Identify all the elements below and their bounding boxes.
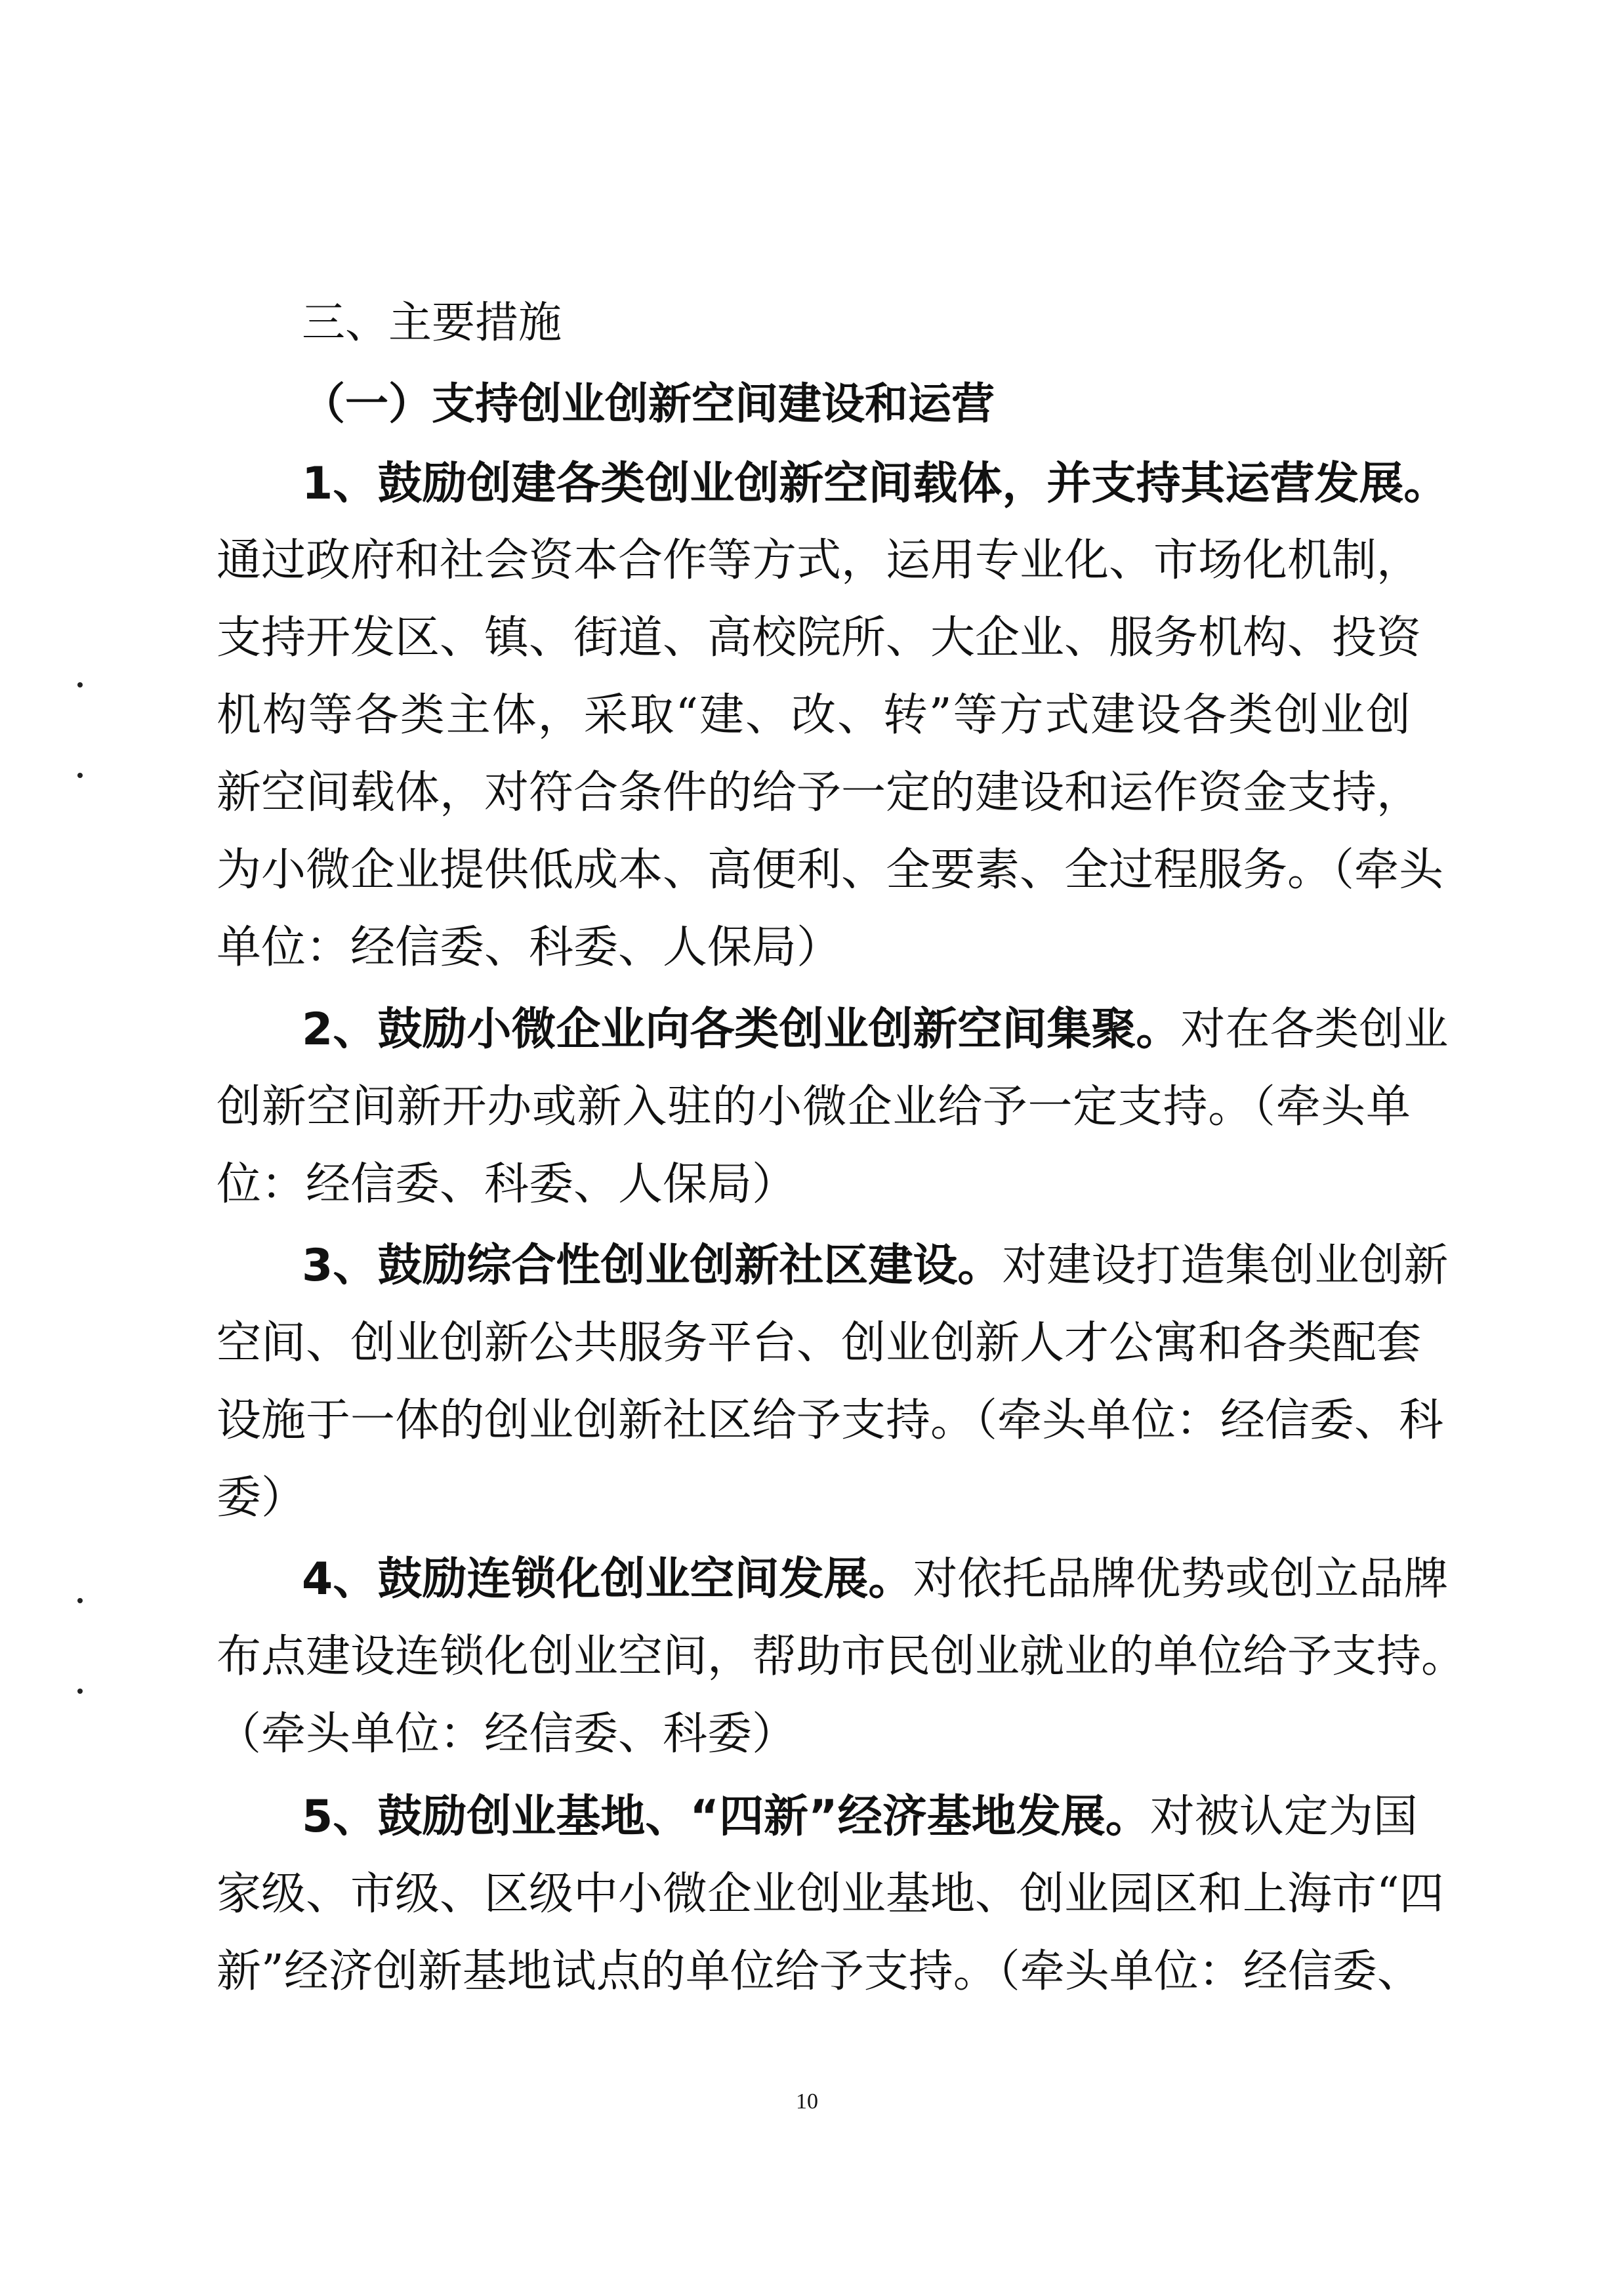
subsection-heading: （一）支持创业创新空间建设和运营	[302, 379, 995, 429]
item-2-title: 2、鼓励小微企业向各类创业创新空间集聚。	[302, 1004, 1181, 1056]
item-2-line: 位：经信委、科委、人保局）	[217, 1158, 797, 1210]
item-1-line: 机构等各类主体，采取“建、改、转”等方式建设各类创业创	[217, 689, 1411, 741]
item-4-line: （牵头单位：经信委、科委）	[217, 1708, 797, 1760]
section-heading: 三、主要措施	[302, 297, 562, 348]
item-1-line: 新空间载体，对符合条件的给予一定的建设和运作资金支持，	[217, 767, 1422, 819]
item-4-title: 4、鼓励连锁化创业空间发展。	[302, 1553, 913, 1605]
item-5-line: 新”经济创新基地试点的单位给予支持。（牵头单位：经信委、	[217, 1946, 1422, 1998]
item-3-title-tail: 对建设打造集创业创新	[1002, 1240, 1449, 1292]
item-4-title-line	[302, 1540, 1449, 1619]
item-1-line: 单位：经信委、科委、人保局）	[217, 922, 842, 974]
item-5-title: 5、鼓励创业基地、“四新”经济基地发展。	[302, 1791, 1150, 1843]
margin-mark	[77, 1598, 83, 1603]
item-1-title: 1、鼓励创建各类创业创新空间载体，并支持其运营发展。	[302, 458, 1449, 510]
item-3-title-line	[302, 1227, 1449, 1305]
item-3-line: 委）	[217, 1472, 306, 1524]
margin-mark	[77, 1689, 83, 1694]
item-1-line: 为小微企业提供低成本、高便利、全要素、全过程服务。（牵头	[217, 844, 1444, 896]
item-3-title: 3、鼓励综合性创业创新社区建设。	[302, 1240, 1003, 1292]
item-1-line: 通过政府和社会资本合作等方式，运用专业化、市场化机制，	[217, 535, 1422, 586]
margin-mark	[77, 773, 83, 778]
page-number: 10	[796, 2089, 818, 2114]
item-4-title-tail: 对依托品牌优势或创立品牌	[913, 1553, 1449, 1605]
margin-mark	[77, 682, 83, 687]
item-2-line: 创新空间新开办或新入驻的小微企业给予一定支持。（牵头单	[217, 1081, 1411, 1133]
item-3-line: 空间、创业创新公共服务平台、创业创新人才公寓和各类配套	[217, 1317, 1422, 1369]
item-5-title-line	[302, 1778, 1418, 1856]
item-5-title-tail: 对被认定为国	[1149, 1791, 1418, 1843]
item-4-line: 布点建设连锁化创业空间，帮助市民创业就业的单位给予支持。	[217, 1631, 1466, 1683]
item-3-line: 设施于一体的创业创新社区给予支持。（牵头单位：经信委、科	[217, 1395, 1444, 1446]
item-1-line: 支持开发区、镇、街道、高校院所、大企业、服务机构、投资	[217, 612, 1422, 664]
item-2-title-line	[302, 991, 1449, 1069]
item-2-title-tail: 对在各类创业	[1180, 1004, 1449, 1056]
item-5-line: 家级、市级、区级中小微企业创业基地、创业园区和上海市“四	[217, 1868, 1444, 1920]
